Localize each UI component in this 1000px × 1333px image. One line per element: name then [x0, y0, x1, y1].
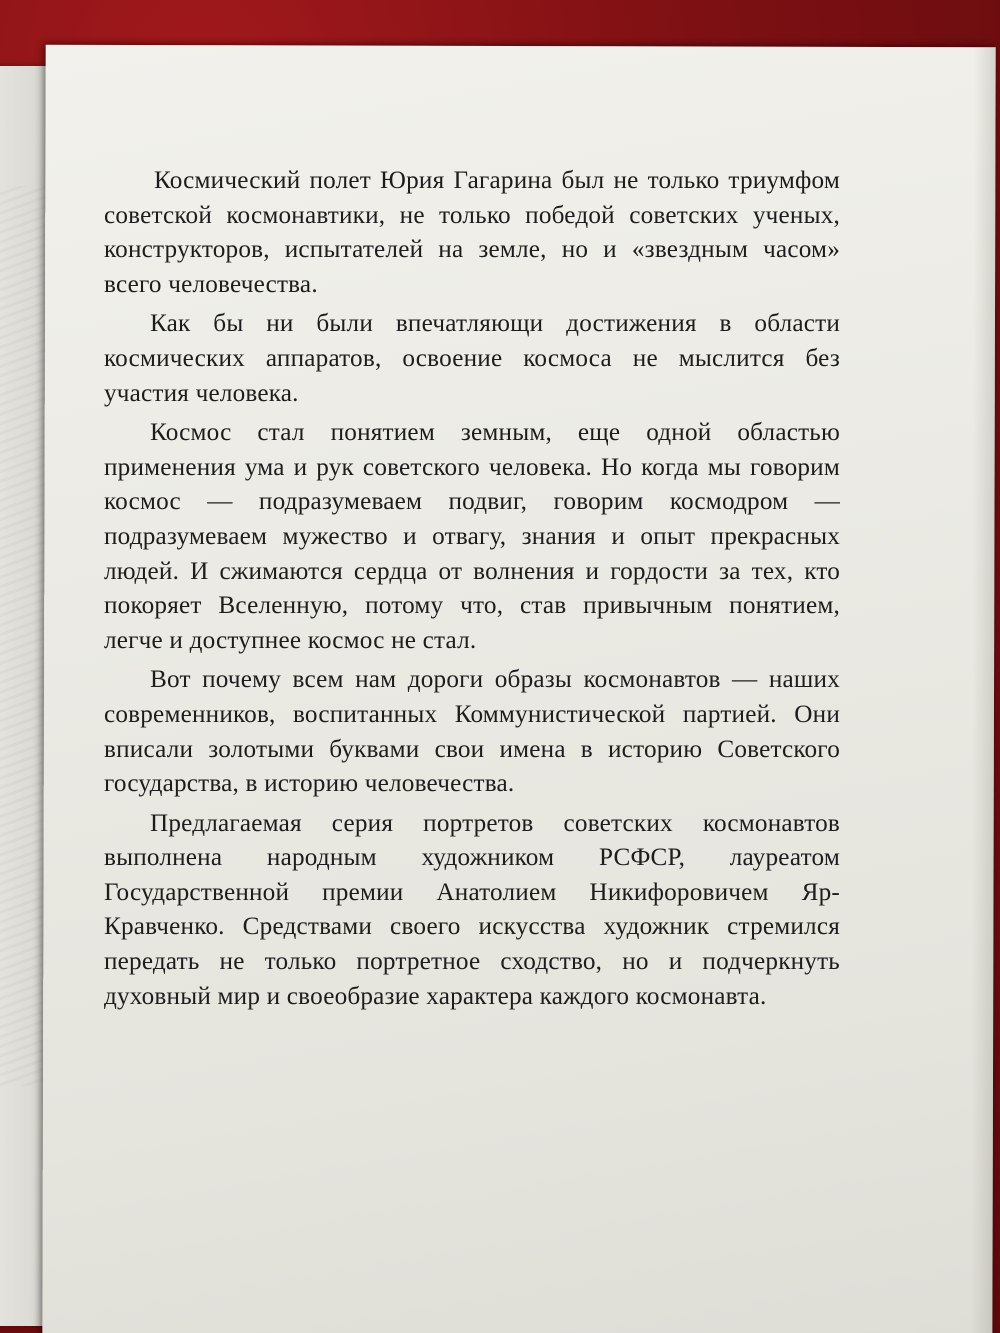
body-text: [104, 164, 840, 1019]
paragraph-2: Как бы ни были впечатляющи достижения в области космических аппаратов, освоение космоса не мыслится без участия человека.: [104, 310, 840, 407]
paragraph-1: Космический полет Юрия Гагарина был не только триумфом советской космонавтики, не только победой советских ученых, конструкторов, испытателей на земле, но и «звездным часом» всего человечества.: [104, 167, 840, 298]
paragraph-3: Космос стал понятием земным, еще одной областью применения ума и рук советского человека. Но когда мы говорим космос — подразумеваем подвиг, говорим космодром — подразумеваем мужество и отвагу, знания и опыт прекрасных людей. И сжимаются сердца от волнения и гордости за тех, кто покоряет Вселенную, потому что, став привычным понятием, легче и доступнее космос не стал.: [104, 419, 840, 654]
paragraph-5: Предлагаемая серия портретов советских космонавтов выполнена народным художником РСФСР, лауреатом Государственной премии Анатолием Никифоровичем Яр-Кравченко. Средствами своего искусства художник стремился передать не только портретное сходство, но и подчеркнуть духовный мир и своеобразие характера каждого космонавта.: [104, 809, 840, 1010]
paragraph-4: Вот почему всем нам дороги образы космонавтов — наших современников, воспитанных Коммунистической партией. Они вписали золотыми буквами свои имена в историю Советского государства, в историю человечества.: [104, 666, 840, 798]
page-edge-shadow: [970, 47, 995, 1333]
